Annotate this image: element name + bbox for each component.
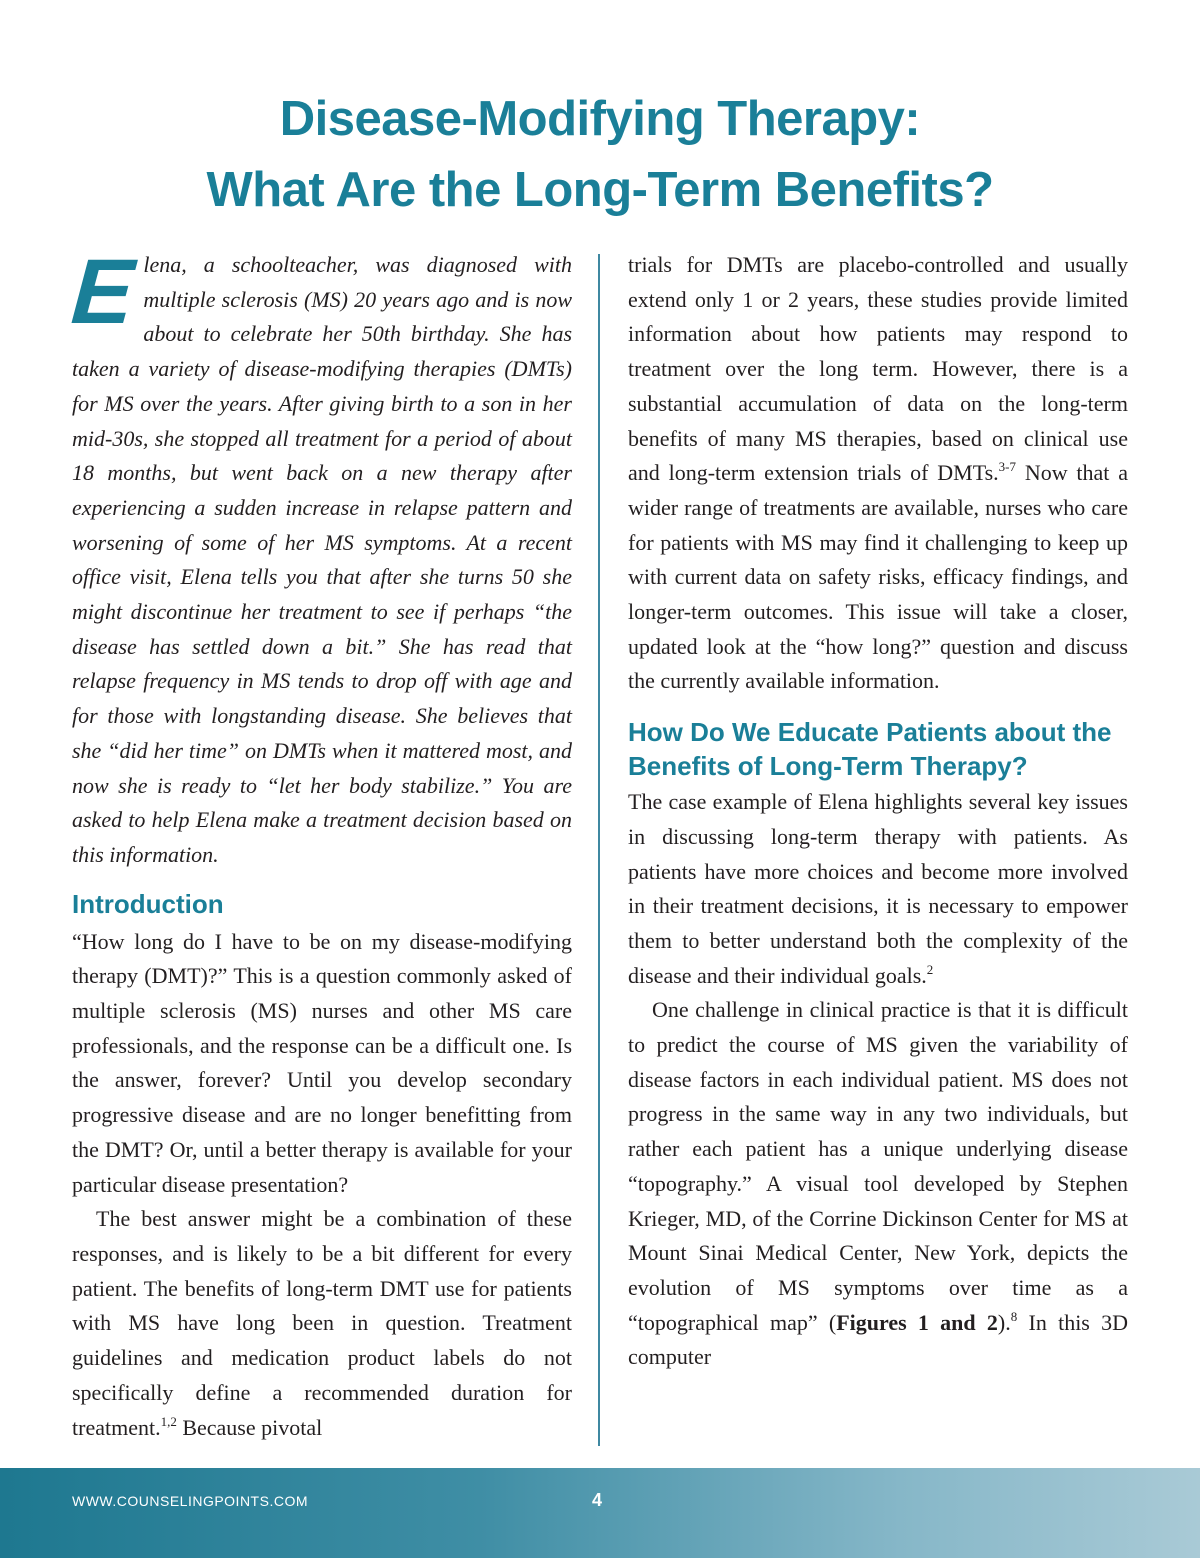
citation-ref: 8: [1010, 1308, 1018, 1324]
introduction-paragraph-3-text: trials for DMTs are placebo-controlled and usually extend only 1 or 2 years, these studies provide limited information about how patients may respond to treatment over the long term. However, there is a substantial accumulation of data on the long-term benefits of many MS therapies, based on clinical use and long-term extension trials of DMTs.: [628, 252, 1128, 486]
introduction-heading: Introduction: [72, 888, 224, 919]
figure-reference: Figures 1 and 2: [836, 1309, 998, 1335]
footer-bar: [0, 1468, 1200, 1558]
educate-paragraph-2: [628, 993, 1128, 1375]
citation-ref: 1,2: [160, 1413, 177, 1429]
drop-cap: E: [68, 241, 137, 343]
footer-url-link[interactable]: WWW.COUNSELINGPOINTS.COM: [72, 1493, 308, 1509]
introduction-paragraph-3: [628, 248, 1128, 699]
page-title-line-2: What Are the Long-Term Benefits?: [206, 163, 994, 217]
case-intro-paragraph: [68, 241, 572, 873]
educate-paragraph-1-text: The case example of Elena highlights several key issues in discussing long-term therapy with patients. As patients have more choices and become more involved in their treatment decisions, it is necessary to empower them to better understand both the complexity of the disease and their individual goals.: [628, 789, 1128, 988]
introduction-paragraph-1: “How long do I have to be on my disease-modifying therapy (DMT)?” This is a question commonly asked of multiple sclerosis (MS) nurses and other MS care professionals, and the response can be a difficult one. Is the answer, forever? Until you develop secondary progressive disease and are no longer benefitting from the DMT? Or, until a better therapy is available for your particular disease presentation?: [72, 928, 572, 1197]
educate-paragraph-2-text: One challenge in clinical practice is that it is difficult to predict the course of MS given the variability of disease factors in each individual patient. MS does not progress in the same way in any two individuals, but rather each patient has a unique underlying disease “topography.” A visual tool developed by Stephen Krieger, MD, of the Corrine Dickinson Center for MS at Mount Sinai Medical Center, New York, depicts the evolution of MS symptoms over time as a “topographical map” (: [628, 997, 1128, 1335]
case-intro-text: lena, a schoolteacher, was diagnosed with multiple sclerosis (MS) 20 years ago and is now about to celebrate her 50th birthday. She has taken a variety of disease-modifying therapies (DMTs) for MS over the years. After giving birth to a son in her mid-30s, she stopped all treatment for a period of about 18 months, but went back on a new therapy after experiencing a sudden increase in relapse pattern and worsening of some of her MS symptoms. At a recent office visit, Elena tells you that after she turns 50 she might discontinue her treatment to see if perhaps “the disease has settled down a bit.” She has read that relapse frequency in MS tends to drop off with age and for those with longstanding disease. She believes that she “did her time” on DMTs when it mattered most, and now she is ready to “let her body stabilize.” You are asked to help Elena make a treatment decision based on this information.: [72, 252, 572, 867]
educate-paragraph-1: [628, 785, 1128, 993]
introduction-paragraph-2-tail: Because pivotal: [176, 1414, 323, 1440]
introduction-paragraph-2-text: The best answer might be a combination of these responses, and is likely to be a bit different for every patient. The benefits of long-term DMT use for patients with MS have long been in question. Treatment guidelines and medication product labels do not specifically define a recommended duration for treatment.: [72, 1206, 572, 1440]
page-title-line-1: Disease-Modifying Therapy:: [279, 92, 921, 146]
educate-heading: How Do We Educate Patients about the Benefits of Long-Term Therapy?: [628, 717, 1112, 782]
introduction-paragraph-2: [72, 1202, 572, 1445]
page-title: [0, 84, 1200, 226]
educate-paragraph-2-close: ).: [997, 1309, 1011, 1335]
citation-ref: 3-7: [998, 459, 1017, 475]
introduction-paragraph-3-tail: Now that a wider range of treatments are available, nurses who care for patients with MS may find it challenging to keep up with current data on safety risks, efficacy findings, and longer-term outcomes. This issue will take a closer, updated look at the “how long?” question and discuss the currently available information.: [628, 460, 1129, 694]
citation-ref: 2: [926, 961, 934, 977]
right-column: [628, 248, 1128, 1375]
educate-paragraph-2-tail: In this 3D computer: [628, 1309, 1129, 1370]
left-column: [68, 241, 572, 1445]
page-number: 4: [592, 1490, 603, 1510]
column-divider: [598, 254, 600, 1446]
